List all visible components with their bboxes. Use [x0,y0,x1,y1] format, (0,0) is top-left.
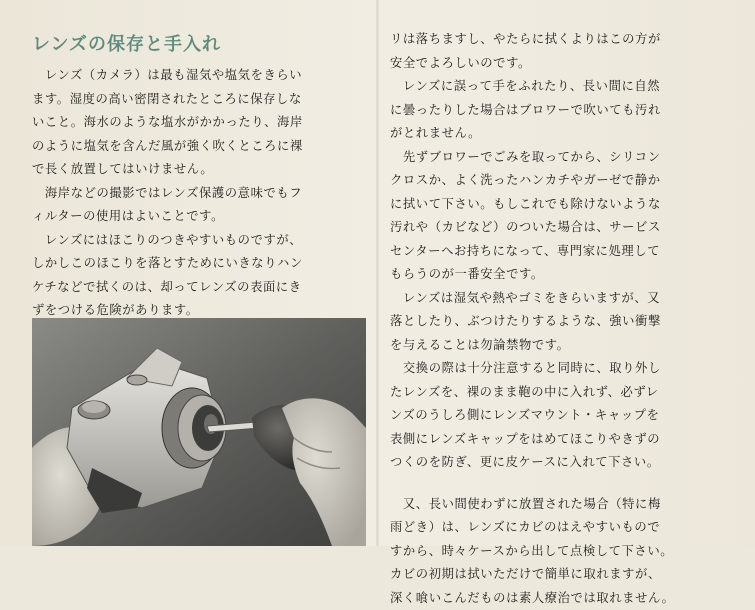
text-line: もらうのが一番安全です。 [390,263,730,287]
text-line: に曇ったりした場合はブロワーで吹いても汚れ [390,99,730,123]
text-line: ケチなどで拭くのは、却ってレンズの表面にき [32,276,368,300]
text-line: レンズ（カメラ）は最も湿気や塩気をきらい [32,64,368,88]
text-line: センターへお持ちになって、専門家に処理して [390,240,730,264]
text-line: ィルターの使用はよいことです。 [32,205,368,229]
text-line: たレンズを、裸のまま鞄の中に入れず、必ずレ [390,381,730,405]
text-line: 深く喰いこんだものは素人療治では取れません。 [390,587,730,610]
text-line: 交換の際は十分注意すると同時に、取り外し [390,357,730,381]
text-line: 汚れや（カビなど）のついた場合は、サービス [390,216,730,240]
right-column [390,28,730,610]
text-line: ンズのうしろ側にレンズマウント・キャップを [390,404,730,428]
camera-with-blower-illustration [32,318,366,546]
paragraph [32,64,368,182]
text-line: つくのを防ぎ、更に皮ケースに入れて下さい。 [390,451,730,475]
text-line: しかしこのほこりを落とすためにいきなりハン [32,252,368,276]
text-line: 表側にレンズキャップをはめてほこりやきずの [390,428,730,452]
paragraph [390,146,730,287]
text-line: で長く放置してはいけません。 [32,158,368,182]
page-fold [376,0,379,546]
text-line: 雨どき）は、レンズにカビのはえやすいもので [390,516,730,540]
camera-cleaning-photo [32,318,366,546]
paragraph [390,287,730,358]
text-line: のように塩気を含んだ風が強く吹くところに裸 [32,135,368,159]
text-line: を与えることは勿論禁物です。 [390,334,730,358]
paragraph [32,229,368,323]
text-line: レンズに誤って手をふれたり、長い間に自然 [390,75,730,99]
section-title: レンズの保存と手入れ [32,30,221,56]
text-line: レンズは湿気や熱やゴミをきらいますが、又 [390,287,730,311]
text-line: がとれません。 [390,122,730,146]
text-line: に拭いて下さい。もしこれでも除けないような [390,193,730,217]
text-line: 又、長い間使わずに放置された場合（特に梅 [390,493,730,517]
text-line: リは落ちますし、やたらに拭くよりはこの方が [390,28,730,52]
text-line: カビの初期は拭いただけで簡単に取れますが、 [390,563,730,587]
text-line: ます。湿度の高い密閉されたところに保存しな [32,88,368,112]
text-line: ずをつける危険があります。 [32,299,368,323]
paragraph [390,357,730,475]
text-line: 海岸などの撮影ではレンズ保護の意味でもフ [32,182,368,206]
text-line: 落としたり、ぶつけたりするような、強い衝撃 [390,310,730,334]
paragraph [32,182,368,229]
paragraph-gap [390,475,730,493]
text-line: クロスか、よく洗ったハンカチやガーゼで静か [390,169,730,193]
text-line: すから、時々ケースから出して点検して下さい。 [390,540,730,564]
paragraph [390,493,730,610]
paragraph [390,28,730,75]
text-line: レンズにはほこりのつきやすいものですが、 [32,229,368,253]
paragraph [390,75,730,146]
text-line: いこと。海水のような塩水がかかったり、海岸 [32,111,368,135]
text-line: 先ずブロワーでごみを取ってから、シリコン [390,146,730,170]
text-line: 安全でよろしいのです。 [390,52,730,76]
